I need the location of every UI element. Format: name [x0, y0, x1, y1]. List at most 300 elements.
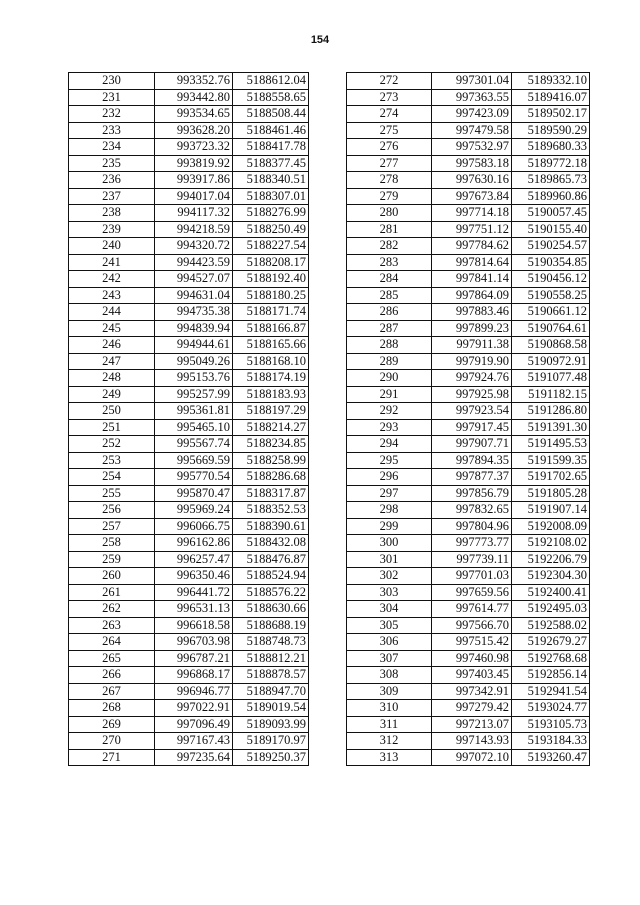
point-number: 299: [347, 518, 432, 535]
table-row: [347, 122, 590, 139]
table-row: [69, 403, 309, 420]
y-coordinate: 5189416.07: [512, 89, 590, 106]
coordinates-table-right: [346, 72, 590, 766]
point-number: 244: [69, 304, 155, 321]
y-coordinate: 5191702.65: [512, 469, 590, 486]
point-number: 268: [69, 700, 155, 717]
coordinates-table-left: [68, 72, 309, 766]
x-coordinate: 993534.65: [155, 106, 233, 123]
y-coordinate: 5188250.49: [233, 221, 309, 238]
x-coordinate: 993917.86: [155, 172, 233, 189]
y-coordinate: 5190155.40: [512, 221, 590, 238]
table-row: [69, 617, 309, 634]
table-row: [347, 650, 590, 667]
y-coordinate: 5188286.68: [233, 469, 309, 486]
x-coordinate: 997907.71: [432, 436, 512, 453]
point-number: 270: [69, 733, 155, 750]
y-coordinate: 5188183.93: [233, 386, 309, 403]
y-coordinate: 5188508.44: [233, 106, 309, 123]
table-row: [347, 700, 590, 717]
y-coordinate: 5188558.65: [233, 89, 309, 106]
y-coordinate: 5190456.12: [512, 271, 590, 288]
y-coordinate: 5188688.19: [233, 617, 309, 634]
y-coordinate: 5192941.54: [512, 683, 590, 700]
table-row: [69, 683, 309, 700]
y-coordinate: 5188276.99: [233, 205, 309, 222]
x-coordinate: 997235.64: [155, 749, 233, 766]
table-row: [347, 188, 590, 205]
point-number: 236: [69, 172, 155, 189]
x-coordinate: 997924.76: [432, 370, 512, 387]
y-coordinate: 5188340.51: [233, 172, 309, 189]
x-coordinate: 996868.17: [155, 667, 233, 684]
y-coordinate: 5188377.45: [233, 155, 309, 172]
table-row: [347, 502, 590, 519]
point-number: 305: [347, 617, 432, 634]
table-row: [69, 337, 309, 354]
x-coordinate: 997143.93: [432, 733, 512, 750]
x-coordinate: 997659.56: [432, 584, 512, 601]
table-row: [347, 254, 590, 271]
point-number: 282: [347, 238, 432, 255]
y-coordinate: 5192495.03: [512, 601, 590, 618]
table-row: [69, 634, 309, 651]
y-coordinate: 5188307.01: [233, 188, 309, 205]
y-coordinate: 5190558.25: [512, 287, 590, 304]
x-coordinate: 994735.38: [155, 304, 233, 321]
x-coordinate: 997096.49: [155, 716, 233, 733]
y-coordinate: 5189772.18: [512, 155, 590, 172]
table-row: [69, 386, 309, 403]
point-number: 271: [69, 749, 155, 766]
y-coordinate: 5191391.30: [512, 419, 590, 436]
x-coordinate: 997423.09: [432, 106, 512, 123]
table-row: [69, 155, 309, 172]
y-coordinate: 5188258.99: [233, 452, 309, 469]
table-row: [347, 320, 590, 337]
point-number: 311: [347, 716, 432, 733]
y-coordinate: 5188197.29: [233, 403, 309, 420]
y-coordinate: 5191599.35: [512, 452, 590, 469]
point-number: 291: [347, 386, 432, 403]
table-row: [69, 353, 309, 370]
table-row: [347, 535, 590, 552]
table-row: [69, 749, 309, 766]
point-number: 240: [69, 238, 155, 255]
x-coordinate: 993442.80: [155, 89, 233, 106]
y-coordinate: 5188390.61: [233, 518, 309, 535]
x-coordinate: 994017.04: [155, 188, 233, 205]
x-coordinate: 997814.64: [432, 254, 512, 271]
x-coordinate: 995049.26: [155, 353, 233, 370]
table-row: [69, 716, 309, 733]
y-coordinate: 5189865.73: [512, 172, 590, 189]
page-number: 154: [310, 34, 330, 46]
table-row: [69, 568, 309, 585]
table-row: [69, 667, 309, 684]
point-number: 280: [347, 205, 432, 222]
point-number: 245: [69, 320, 155, 337]
y-coordinate: 5188417.78: [233, 139, 309, 156]
x-coordinate: 997213.07: [432, 716, 512, 733]
y-coordinate: 5189680.33: [512, 139, 590, 156]
point-number: 233: [69, 122, 155, 139]
table-row: [347, 89, 590, 106]
point-number: 290: [347, 370, 432, 387]
y-coordinate: 5191182.15: [512, 386, 590, 403]
x-coordinate: 996787.21: [155, 650, 233, 667]
x-coordinate: 996441.72: [155, 584, 233, 601]
y-coordinate: 5190972.91: [512, 353, 590, 370]
table-row: [69, 254, 309, 271]
x-coordinate: 993352.76: [155, 73, 233, 90]
x-coordinate: 996531.13: [155, 601, 233, 618]
x-coordinate: 997773.77: [432, 535, 512, 552]
x-coordinate: 997515.42: [432, 634, 512, 651]
table-row: [69, 733, 309, 750]
point-number: 235: [69, 155, 155, 172]
y-coordinate: 5188208.17: [233, 254, 309, 271]
x-coordinate: 994320.72: [155, 238, 233, 255]
x-coordinate: 996162.86: [155, 535, 233, 552]
x-coordinate: 994218.59: [155, 221, 233, 238]
point-number: 237: [69, 188, 155, 205]
point-number: 262: [69, 601, 155, 618]
x-coordinate: 997923.54: [432, 403, 512, 420]
y-coordinate: 5192206.79: [512, 551, 590, 568]
point-number: 296: [347, 469, 432, 486]
point-number: 297: [347, 485, 432, 502]
y-coordinate: 5188180.25: [233, 287, 309, 304]
y-coordinate: 5188524.94: [233, 568, 309, 585]
point-number: 292: [347, 403, 432, 420]
point-number: 298: [347, 502, 432, 519]
point-number: 238: [69, 205, 155, 222]
point-number: 241: [69, 254, 155, 271]
point-number: 283: [347, 254, 432, 271]
x-coordinate: 995153.76: [155, 370, 233, 387]
y-coordinate: 5190868.58: [512, 337, 590, 354]
table-row: [69, 469, 309, 486]
y-coordinate: 5188947.70: [233, 683, 309, 700]
y-coordinate: 5188174.19: [233, 370, 309, 387]
y-coordinate: 5189019.54: [233, 700, 309, 717]
point-number: 247: [69, 353, 155, 370]
y-coordinate: 5193024.77: [512, 700, 590, 717]
x-coordinate: 996066.75: [155, 518, 233, 535]
table-row: [347, 634, 590, 651]
y-coordinate: 5192856.14: [512, 667, 590, 684]
point-number: 301: [347, 551, 432, 568]
point-number: 243: [69, 287, 155, 304]
y-coordinate: 5189502.17: [512, 106, 590, 123]
x-coordinate: 997342.91: [432, 683, 512, 700]
point-number: 307: [347, 650, 432, 667]
x-coordinate: 997532.97: [432, 139, 512, 156]
table-row: [69, 485, 309, 502]
table-row: [69, 320, 309, 337]
table-row: [69, 139, 309, 156]
point-number: 257: [69, 518, 155, 535]
x-coordinate: 996946.77: [155, 683, 233, 700]
y-coordinate: 5192008.09: [512, 518, 590, 535]
point-number: 251: [69, 419, 155, 436]
x-coordinate: 997460.98: [432, 650, 512, 667]
point-number: 256: [69, 502, 155, 519]
y-coordinate: 5188432.08: [233, 535, 309, 552]
x-coordinate: 997804.96: [432, 518, 512, 535]
x-coordinate: 995257.99: [155, 386, 233, 403]
table-row: [347, 221, 590, 238]
y-coordinate: 5188812.21: [233, 650, 309, 667]
table-row: [347, 386, 590, 403]
y-coordinate: 5191495.53: [512, 436, 590, 453]
y-coordinate: 5192304.30: [512, 568, 590, 585]
point-number: 287: [347, 320, 432, 337]
point-number: 267: [69, 683, 155, 700]
table-row: [347, 568, 590, 585]
y-coordinate: 5192679.27: [512, 634, 590, 651]
point-number: 285: [347, 287, 432, 304]
y-coordinate: 5188352.53: [233, 502, 309, 519]
table-row: [347, 271, 590, 288]
point-number: 242: [69, 271, 155, 288]
y-coordinate: 5188192.40: [233, 271, 309, 288]
x-coordinate: 995465.10: [155, 419, 233, 436]
x-coordinate: 995870.47: [155, 485, 233, 502]
point-number: 264: [69, 634, 155, 651]
x-coordinate: 997841.14: [432, 271, 512, 288]
x-coordinate: 997751.12: [432, 221, 512, 238]
x-coordinate: 997864.09: [432, 287, 512, 304]
table-row: [69, 650, 309, 667]
table-row: [347, 370, 590, 387]
x-coordinate: 997630.16: [432, 172, 512, 189]
point-number: 310: [347, 700, 432, 717]
y-coordinate: 5190764.61: [512, 320, 590, 337]
point-number: 278: [347, 172, 432, 189]
x-coordinate: 997301.04: [432, 73, 512, 90]
table-row: [69, 551, 309, 568]
y-coordinate: 5189170.97: [233, 733, 309, 750]
x-coordinate: 997583.18: [432, 155, 512, 172]
x-coordinate: 994423.59: [155, 254, 233, 271]
y-coordinate: 5191286.80: [512, 403, 590, 420]
x-coordinate: 997022.91: [155, 700, 233, 717]
x-coordinate: 997614.77: [432, 601, 512, 618]
point-number: 249: [69, 386, 155, 403]
x-coordinate: 997856.79: [432, 485, 512, 502]
x-coordinate: 997279.42: [432, 700, 512, 717]
point-number: 313: [347, 749, 432, 766]
x-coordinate: 997877.37: [432, 469, 512, 486]
table-row: [69, 518, 309, 535]
table-row: [347, 419, 590, 436]
point-number: 261: [69, 584, 155, 601]
point-number: 254: [69, 469, 155, 486]
table-row: [69, 419, 309, 436]
y-coordinate: 5193105.73: [512, 716, 590, 733]
point-number: 266: [69, 667, 155, 684]
x-coordinate: 993723.32: [155, 139, 233, 156]
point-number: 295: [347, 452, 432, 469]
x-coordinate: 995567.74: [155, 436, 233, 453]
table-row: [69, 271, 309, 288]
table-row: [347, 436, 590, 453]
table-row: [347, 106, 590, 123]
point-number: 288: [347, 337, 432, 354]
point-number: 312: [347, 733, 432, 750]
y-coordinate: 5189093.99: [233, 716, 309, 733]
y-coordinate: 5188234.85: [233, 436, 309, 453]
x-coordinate: 994117.32: [155, 205, 233, 222]
point-number: 308: [347, 667, 432, 684]
y-coordinate: 5189590.29: [512, 122, 590, 139]
table-row: [69, 172, 309, 189]
x-coordinate: 997832.65: [432, 502, 512, 519]
x-coordinate: 995770.54: [155, 469, 233, 486]
y-coordinate: 5192108.02: [512, 535, 590, 552]
point-number: 230: [69, 73, 155, 90]
y-coordinate: 5193184.33: [512, 733, 590, 750]
x-coordinate: 996257.47: [155, 551, 233, 568]
x-coordinate: 994944.61: [155, 337, 233, 354]
table-row: [347, 172, 590, 189]
y-coordinate: 5188878.57: [233, 667, 309, 684]
table-row: [347, 683, 590, 700]
x-coordinate: 997739.11: [432, 551, 512, 568]
point-number: 231: [69, 89, 155, 106]
table-row: [347, 155, 590, 172]
y-coordinate: 5188227.54: [233, 238, 309, 255]
x-coordinate: 993628.20: [155, 122, 233, 139]
y-coordinate: 5188576.22: [233, 584, 309, 601]
table-row: [347, 287, 590, 304]
x-coordinate: 993819.92: [155, 155, 233, 172]
y-coordinate: 5189332.10: [512, 73, 590, 90]
y-coordinate: 5192400.41: [512, 584, 590, 601]
x-coordinate: 997899.23: [432, 320, 512, 337]
x-coordinate: 994631.04: [155, 287, 233, 304]
x-coordinate: 997072.10: [432, 749, 512, 766]
x-coordinate: 996350.46: [155, 568, 233, 585]
table-row: [69, 601, 309, 618]
y-coordinate: 5192588.02: [512, 617, 590, 634]
point-number: 303: [347, 584, 432, 601]
point-number: 284: [347, 271, 432, 288]
table-row: [347, 469, 590, 486]
point-number: 265: [69, 650, 155, 667]
point-number: 232: [69, 106, 155, 123]
x-coordinate: 995361.81: [155, 403, 233, 420]
point-number: 279: [347, 188, 432, 205]
y-coordinate: 5188476.87: [233, 551, 309, 568]
x-coordinate: 997167.43: [155, 733, 233, 750]
y-coordinate: 5188612.04: [233, 73, 309, 90]
table-row: [69, 106, 309, 123]
point-number: 289: [347, 353, 432, 370]
x-coordinate: 994527.07: [155, 271, 233, 288]
y-coordinate: 5192768.68: [512, 650, 590, 667]
x-coordinate: 997566.70: [432, 617, 512, 634]
point-number: 275: [347, 122, 432, 139]
y-coordinate: 5188461.46: [233, 122, 309, 139]
y-coordinate: 5188317.87: [233, 485, 309, 502]
table-row: [69, 436, 309, 453]
table-row: [347, 205, 590, 222]
point-number: 281: [347, 221, 432, 238]
point-number: 263: [69, 617, 155, 634]
point-number: 306: [347, 634, 432, 651]
point-number: 259: [69, 551, 155, 568]
point-number: 252: [69, 436, 155, 453]
y-coordinate: 5188748.73: [233, 634, 309, 651]
point-number: 294: [347, 436, 432, 453]
x-coordinate: 995969.24: [155, 502, 233, 519]
x-coordinate: 997714.18: [432, 205, 512, 222]
table-row: [347, 518, 590, 535]
table-row: [347, 716, 590, 733]
y-coordinate: 5188214.27: [233, 419, 309, 436]
point-number: 246: [69, 337, 155, 354]
point-number: 258: [69, 535, 155, 552]
table-row: [69, 122, 309, 139]
y-coordinate: 5188171.74: [233, 304, 309, 321]
x-coordinate: 996618.58: [155, 617, 233, 634]
point-number: 272: [347, 73, 432, 90]
x-coordinate: 997894.35: [432, 452, 512, 469]
x-coordinate: 994839.94: [155, 320, 233, 337]
point-number: 276: [347, 139, 432, 156]
table-row: [347, 601, 590, 618]
point-number: 274: [347, 106, 432, 123]
table-row: [347, 733, 590, 750]
x-coordinate: 997883.46: [432, 304, 512, 321]
table-row: [69, 188, 309, 205]
table-row: [69, 73, 309, 90]
point-number: 260: [69, 568, 155, 585]
table-row: [69, 370, 309, 387]
y-coordinate: 5191907.14: [512, 502, 590, 519]
y-coordinate: 5190354.85: [512, 254, 590, 271]
y-coordinate: 5190057.45: [512, 205, 590, 222]
x-coordinate: 997673.84: [432, 188, 512, 205]
table-row: [69, 205, 309, 222]
y-coordinate: 5190661.12: [512, 304, 590, 321]
table-row: [347, 452, 590, 469]
table-row: [69, 502, 309, 519]
table-row: [347, 238, 590, 255]
point-number: 293: [347, 419, 432, 436]
x-coordinate: 997479.58: [432, 122, 512, 139]
point-number: 277: [347, 155, 432, 172]
point-number: 269: [69, 716, 155, 733]
x-coordinate: 997917.45: [432, 419, 512, 436]
point-number: 302: [347, 568, 432, 585]
table-row: [347, 551, 590, 568]
table-row: [69, 287, 309, 304]
y-coordinate: 5190254.57: [512, 238, 590, 255]
x-coordinate: 997919.90: [432, 353, 512, 370]
table-row: [347, 584, 590, 601]
point-number: 234: [69, 139, 155, 156]
x-coordinate: 997925.98: [432, 386, 512, 403]
table-row: [69, 452, 309, 469]
y-coordinate: 5189250.37: [233, 749, 309, 766]
table-row: [347, 485, 590, 502]
x-coordinate: 997911.38: [432, 337, 512, 354]
point-number: 273: [347, 89, 432, 106]
